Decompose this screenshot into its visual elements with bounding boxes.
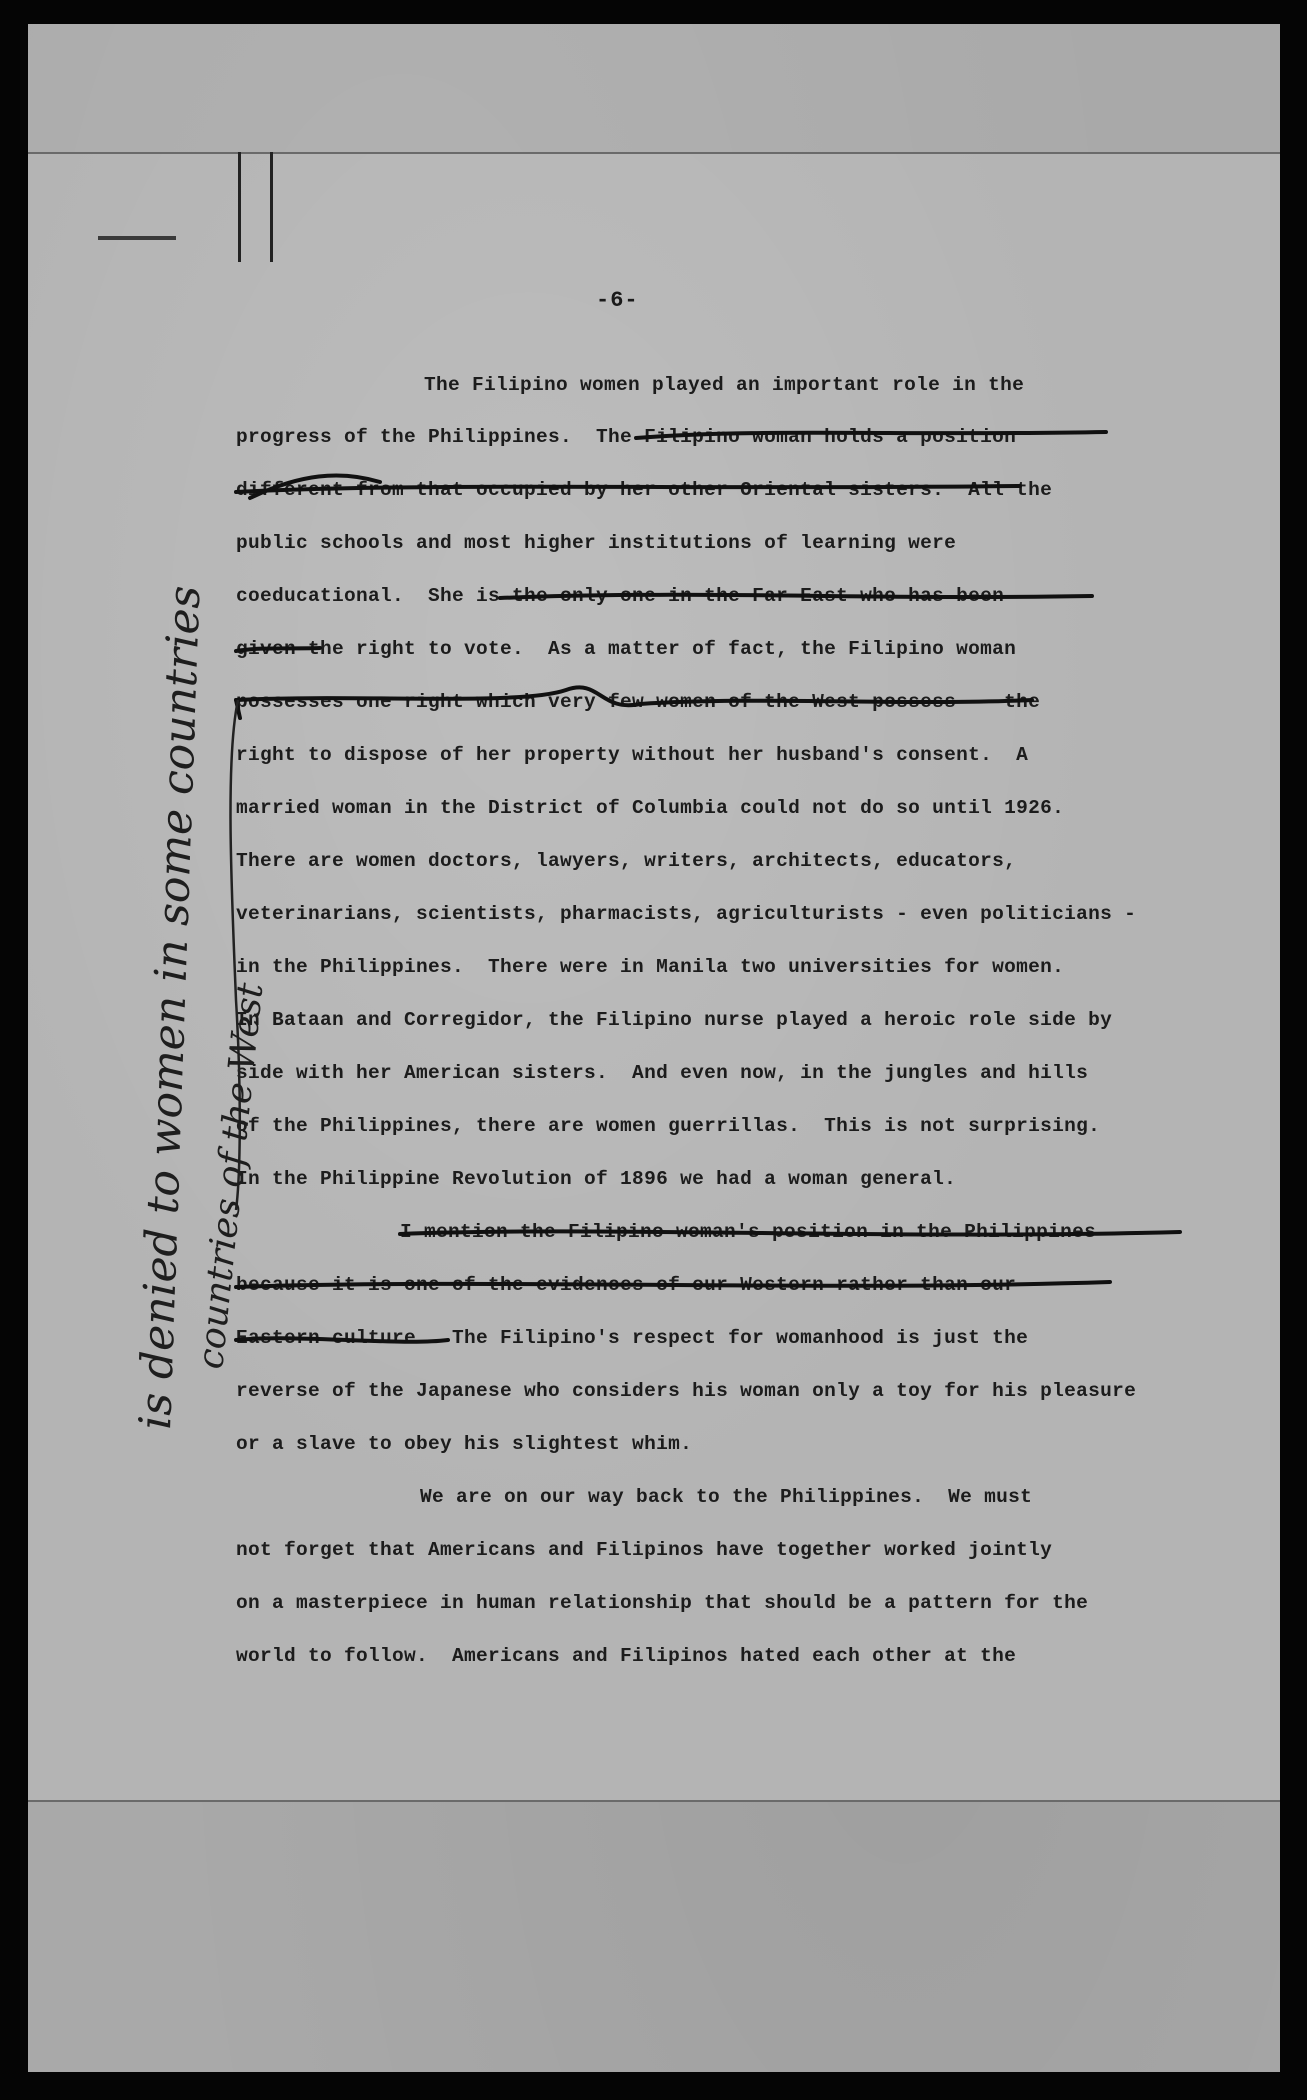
text-line: I mention the Filipino woman's position in the Philippines bbox=[400, 1221, 1097, 1243]
text-line: In Bataan and Corregidor, the Filipino nurse played a heroic role side by bbox=[236, 1009, 1113, 1031]
text-line: coeducational. She is the only one in the Far East who has been bbox=[236, 585, 1005, 607]
text-line: because it is one of the evidences of our Western rather than our bbox=[236, 1274, 1017, 1296]
text-line: In the Philippine Revolution of 1896 we had a woman general. bbox=[236, 1168, 957, 1190]
text-line: The Filipino women played an important role in the bbox=[424, 374, 1025, 396]
text-line: public schools and most higher institutions of learning were bbox=[236, 532, 957, 554]
text-line: or a slave to obey his slightest whim. bbox=[236, 1433, 693, 1455]
text-line: possesses one right which very few women of the West possess -- the bbox=[236, 691, 1041, 713]
text-line: of the Philippines, there are women guerrillas. This is not surprising. bbox=[236, 1115, 1101, 1137]
text-line: given the right to vote. As a matter of fact, the Filipino woman bbox=[236, 638, 1017, 660]
text-line: Eastern culture. The Filipino's respect for womanhood is just the bbox=[236, 1327, 1029, 1349]
text-line: veterinarians, scientists, pharmacists, agriculturists - even politicians - bbox=[236, 903, 1137, 925]
text-line: not forget that Americans and Filipinos have together worked jointly bbox=[236, 1539, 1053, 1561]
text-line: married woman in the District of Columbia could not do so until 1926. bbox=[236, 797, 1065, 819]
page-number: -6- bbox=[596, 288, 639, 313]
text-line: side with her American sisters. And even now, in the jungles and hills bbox=[236, 1062, 1089, 1084]
text-line: in the Philippines. There were in Manila two universities for women. bbox=[236, 956, 1065, 978]
text-line: different from that occupied by her other Oriental sisters. All the bbox=[236, 479, 1053, 501]
text-line: reverse of the Japanese who considers his woman only a toy for his pleasure bbox=[236, 1380, 1137, 1402]
text-line: right to dispose of her property without her husband's consent. A bbox=[236, 744, 1029, 766]
text-line: world to follow. Americans and Filipinos hated each other at the bbox=[236, 1645, 1017, 1667]
margin-note-line-2: countries of the West bbox=[190, 980, 272, 1371]
text-line: There are women doctors, lawyers, writers, architects, educators, bbox=[236, 850, 1017, 872]
text-line: We are on our way back to the Philippines. We must bbox=[420, 1486, 1033, 1508]
text-line: on a masterpiece in human relationship that should be a pattern for the bbox=[236, 1592, 1089, 1614]
margin-note-line-1: is denied to women in some countries bbox=[130, 584, 211, 1431]
text-line: progress of the Philippines. The Filipino woman holds a position bbox=[236, 426, 1017, 448]
